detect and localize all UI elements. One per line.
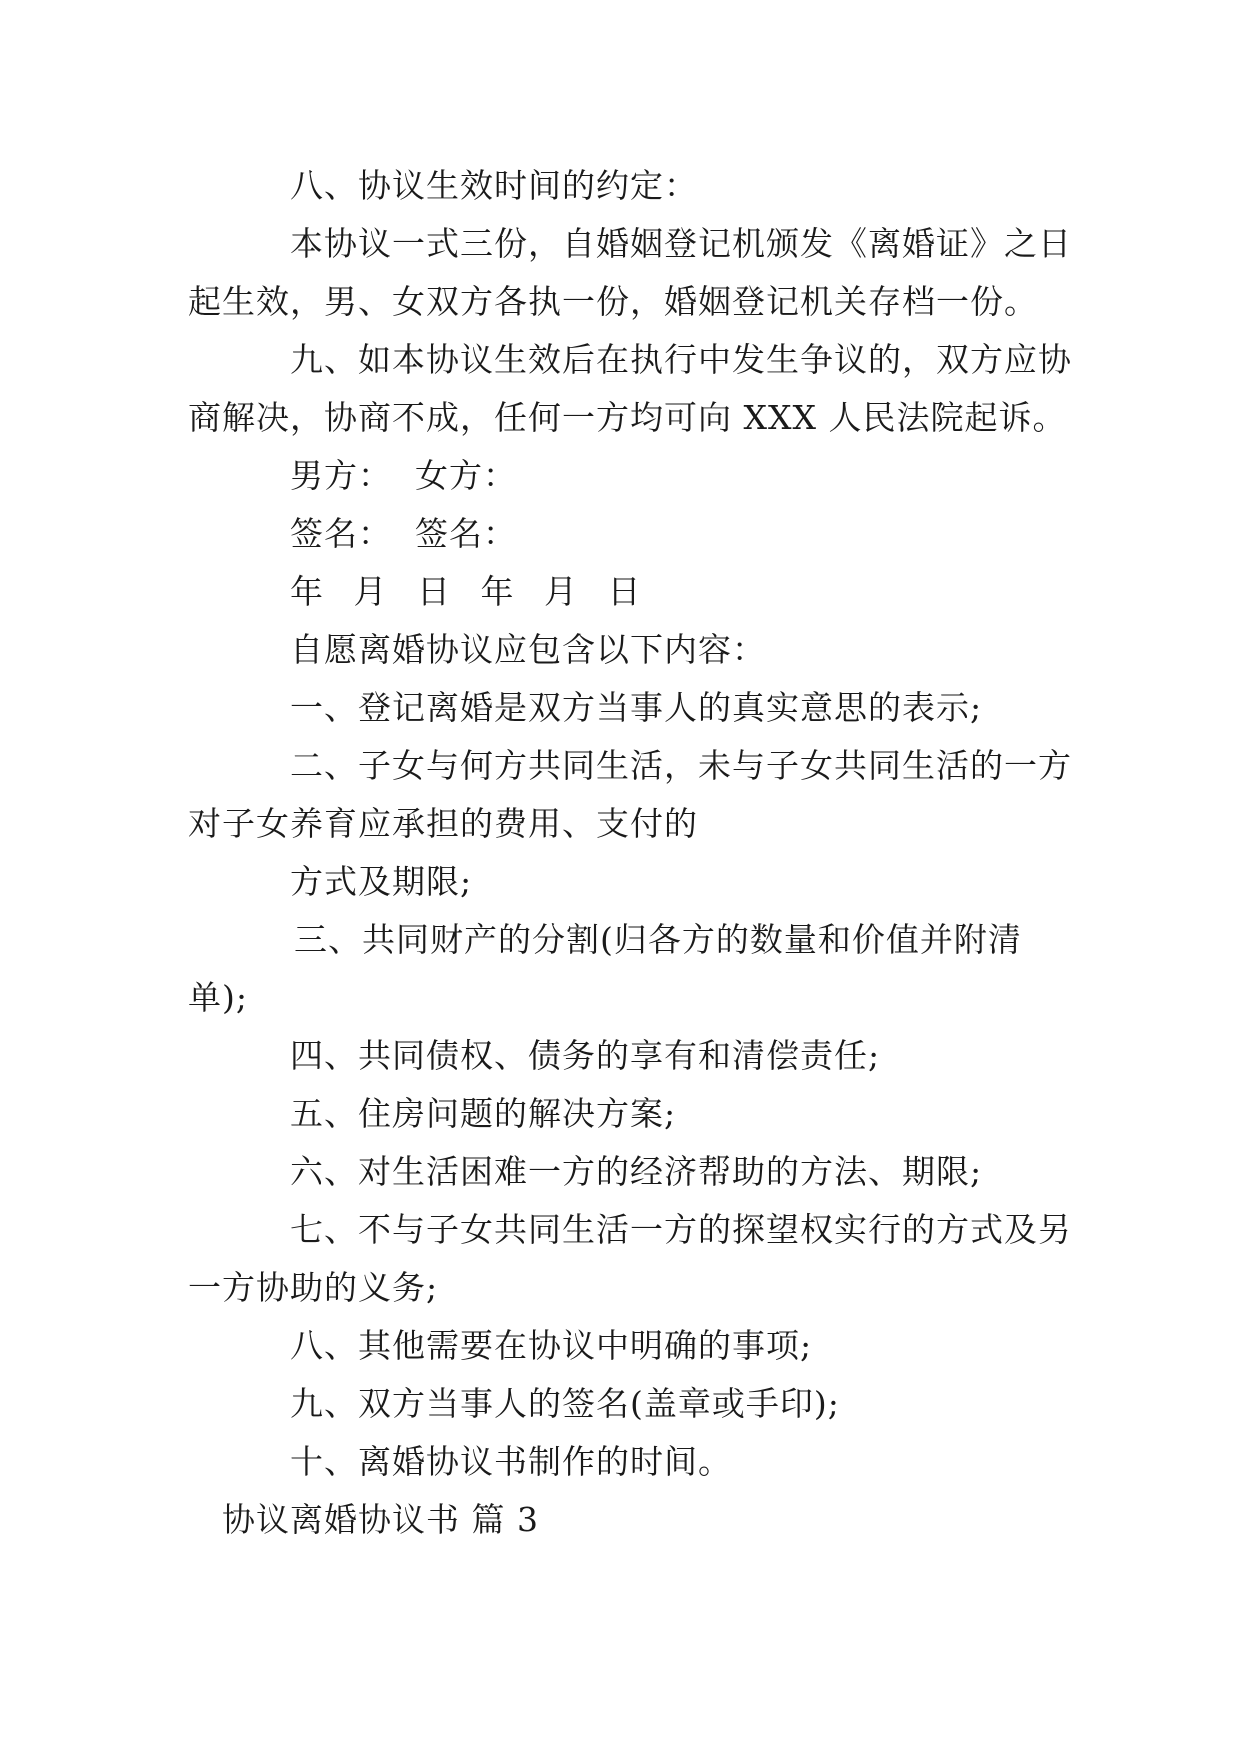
list-item-continuation: 单); (188, 978, 248, 1017)
paragraph-line: 商解决，协商不成，任何一方均可向 XXX 人民法院起诉。 (188, 398, 1067, 437)
list-item: 五、住房问题的解决方案; (290, 1094, 677, 1133)
list-item-continuation: 方式及期限; (290, 862, 473, 901)
list-item: 七、不与子女共同生活一方的探望权实行的方式及另 (290, 1210, 1072, 1249)
list-item-continuation: 一方协助的义务; (188, 1268, 439, 1307)
list-item: 一、登记离婚是双方当事人的真实意思的表示; (290, 688, 983, 727)
list-item: 二、子女与何方共同生活，未与子女共同生活的一方 (290, 746, 1072, 785)
signature-labels: 签名： 签名： (290, 514, 517, 553)
list-item: 九、双方当事人的签名(盖章或手印); (290, 1384, 840, 1423)
party-labels: 男方： 女方： (290, 456, 517, 495)
list-item: 四、共同债权、债务的享有和清偿责任; (290, 1036, 881, 1075)
section-nine-line: 九、如本协议生效后在执行中发生争议的，双方应协 (290, 340, 1072, 379)
list-item: 三、共同财产的分割(归各方的数量和价值并附清 (294, 920, 1022, 959)
paragraph-line: 起生效，男、女双方各执一份，婚姻登记机关存档一份。 (188, 282, 1038, 321)
list-item: 六、对生活困难一方的经济帮助的方法、期限; (290, 1152, 983, 1191)
list-item-continuation: 对子女养育应承担的费用、支付的 (188, 804, 698, 843)
section-eight-heading: 八、协议生效时间的约定： (290, 166, 698, 205)
paragraph-line: 本协议一式三份，自婚姻登记机颁发《离婚证》之日 (290, 224, 1072, 263)
section-title: 协议离婚协议书 篇 3 (222, 1500, 539, 1539)
contents-heading: 自愿离婚协议应包含以下内容： (290, 630, 766, 669)
list-item: 十、离婚协议书制作的时间。 (290, 1442, 732, 1481)
list-item: 八、其他需要在协议中明确的事项; (290, 1326, 813, 1365)
date-labels: 年 月 日 年 月 日 (290, 572, 642, 611)
